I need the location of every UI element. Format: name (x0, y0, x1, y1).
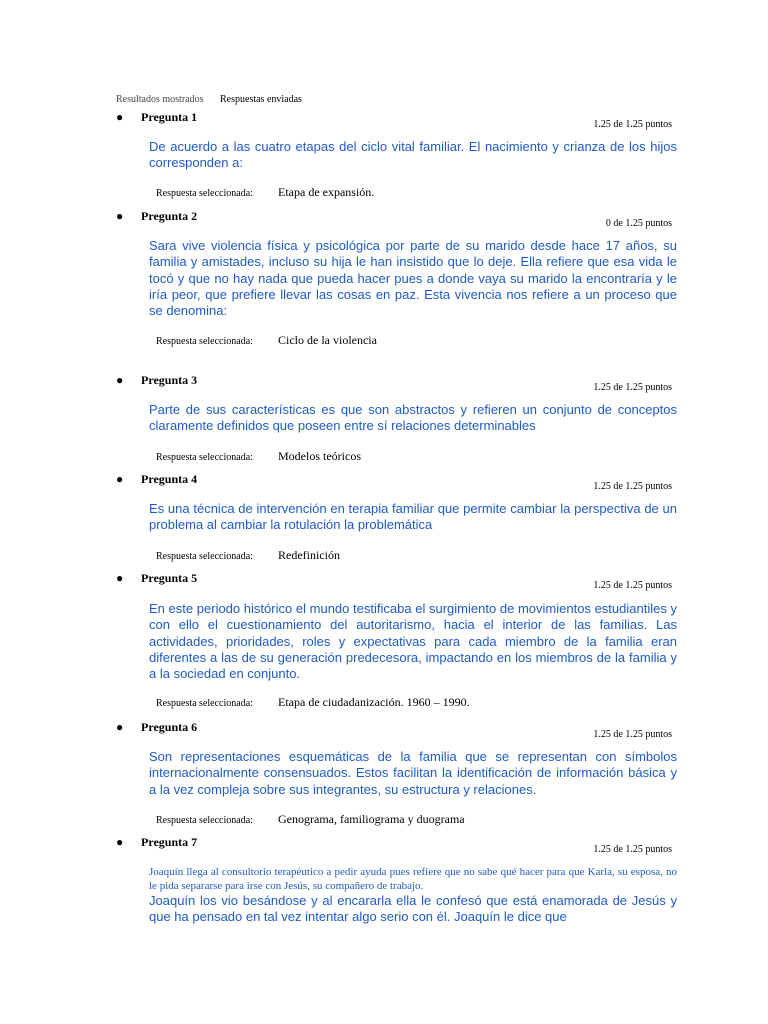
question-text-part-2: Joaquín los vio besándose y al encararla ella le confesó que está enamorada de Jesús y que ha pensado en tal vez intentar algo serio con él. Joaquín le dice que (149, 893, 677, 924)
results-shown-label: Resultados mostrados (116, 94, 204, 105)
answer-label: Respuesta seleccionada: (156, 815, 253, 826)
selected-answer (156, 331, 377, 349)
question-text-part-1: Joaquín llega al consultorio terapéutico a pedir ayuda pues refiere que no sabe qué hacer para que Karla, su esposa, no le pida separarse para irse con Jesús, su compañero de trabajo. (149, 866, 677, 892)
question-points: 1.25 de 1.25 puntos (593, 729, 672, 740)
answer-label: Respuesta seleccionada: (156, 452, 253, 463)
answer-value: Ciclo de la violencia (278, 333, 377, 347)
responses-sent-label: Respuestas enviadas (220, 94, 302, 105)
answer-label: Respuesta seleccionada: (156, 698, 253, 709)
bullet-icon: ● (116, 472, 124, 486)
question-points: 1.25 de 1.25 puntos (593, 580, 672, 591)
question-text: Es una técnica de intervención en terapia familiar que permite cambiar la perspectiva de un problema al cambiar la rotulación la problemática (149, 501, 677, 533)
answer-label: Respuesta seleccionada: (156, 336, 253, 347)
question-title: Pregunta 7 (141, 835, 198, 849)
answer-label: Respuesta seleccionada: (156, 188, 253, 199)
bullet-icon: ● (116, 835, 124, 849)
bullet-icon: ● (116, 110, 124, 124)
question-points: 0 de 1.25 puntos (605, 218, 672, 229)
bullet-icon: ● (116, 373, 124, 387)
question-title: Pregunta 2 (141, 209, 198, 223)
selected-answer (156, 546, 340, 564)
question-title: Pregunta 6 (141, 720, 198, 734)
results-header (116, 94, 302, 105)
selected-answer (156, 810, 465, 828)
question-text: Son representaciones esquemáticas de la familia que se representan con símbolos internacionalmente consensuados. Estos facilitan la identificación de información básica y a la vez compleja sobre sus integrantes, su estructura y relaciones. (149, 749, 677, 797)
bullet-icon: ● (116, 209, 124, 223)
question-title: Pregunta 5 (141, 571, 198, 585)
question-points: 1.25 de 1.25 puntos (593, 844, 672, 855)
answer-value: Genograma, familiograma y duograma (278, 812, 465, 826)
question-text: De acuerdo a las cuatro etapas del ciclo vital familiar. El nacimiento y crianza de los hijos corresponden a: (149, 139, 677, 171)
question-title: Pregunta 4 (141, 472, 198, 486)
question-title: Pregunta 1 (141, 110, 198, 124)
question-points: 1.25 de 1.25 puntos (593, 481, 672, 492)
selected-answer (156, 183, 374, 201)
answer-value: Etapa de ciudadanización. 1960 – 1990. (278, 695, 470, 709)
question-text: En este periodo histórico el mundo testificaba el surgimiento de movimientos estudiantiles y con ello el cuestionamiento del autoritarismo, hacia el interior de las familias. Las actividades, prioridades, roles y expectativas para cada miembro de la familia eran diferentes a las de su generación predecesora, impactando en los miembros de la familia y a la sociedad en conjunto. (149, 601, 677, 682)
question-title: Pregunta 3 (141, 373, 198, 387)
bullet-icon: ● (116, 720, 124, 734)
question-text: Parte de sus características es que son abstractos y refieren un conjunto de conceptos claramente definidos que poseen entre sí relaciones determinables (149, 402, 677, 434)
selected-answer (156, 693, 470, 711)
answer-value: Etapa de expansión. (278, 185, 375, 199)
selected-answer (156, 447, 361, 465)
question-text: Sara vive violencia física y psicológica por parte de su marido desde hace 17 años, su familia y amistades, incluso su hija le han insistido que lo deje. Ella refiere que esa vida le tocó y que no hay nada que pueda hacer pues a donde vaya su marido la encontraría y le iría peor, que prefiere llevar las cosas en paz. Esta vivencia nos refiere a un proceso que se denomina: (149, 238, 677, 319)
answer-label: Respuesta seleccionada: (156, 551, 253, 562)
answer-value: Redefinición (278, 548, 340, 562)
answer-value: Modelos teóricos (278, 449, 361, 463)
question-points: 1.25 de 1.25 puntos (593, 119, 672, 130)
question-points: 1.25 de 1.25 puntos (593, 382, 672, 393)
bullet-icon: ● (116, 571, 124, 585)
question-text (149, 865, 677, 925)
